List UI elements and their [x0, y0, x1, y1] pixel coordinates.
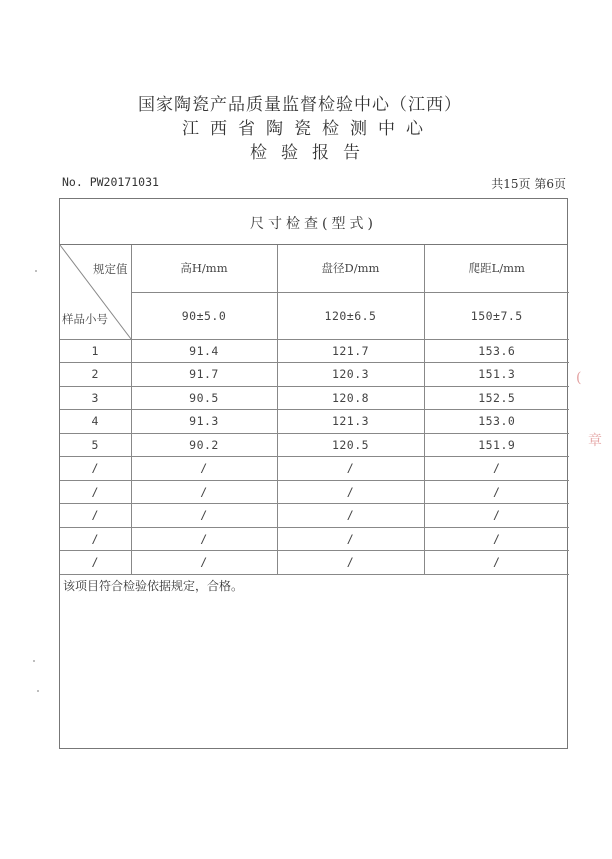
table-row: [60, 363, 569, 387]
creepage-value: 151.3: [424, 363, 569, 387]
sample-id: /: [60, 551, 131, 575]
height-value: 91.7: [131, 363, 277, 387]
creepage-value: 152.5: [424, 386, 569, 410]
diameter-value: /: [277, 527, 424, 551]
report-number: No. PW20171031: [62, 175, 159, 189]
height-value: /: [131, 551, 277, 575]
height-value: /: [131, 457, 277, 481]
height-value: 90.2: [131, 433, 277, 457]
creepage-value: 153.0: [424, 410, 569, 434]
sample-id: /: [60, 527, 131, 551]
diameter-value: /: [277, 480, 424, 504]
table-row: [60, 433, 569, 457]
report-frame: [59, 198, 568, 749]
spec-height: 90±5.0: [131, 292, 277, 339]
column-header-diameter: 盘径D/mm: [277, 245, 424, 292]
spec-diameter: 120±6.5: [277, 292, 424, 339]
sample-id: 3: [60, 386, 131, 410]
height-value: /: [131, 527, 277, 551]
creepage-value: /: [424, 457, 569, 481]
creepage-value: /: [424, 480, 569, 504]
sample-id: /: [60, 457, 131, 481]
sample-id: 4: [60, 410, 131, 434]
corner-cell: [60, 245, 131, 339]
table-row: [60, 386, 569, 410]
creepage-value: /: [424, 551, 569, 575]
scan-speck: [35, 270, 37, 272]
height-value: /: [131, 480, 277, 504]
stamp-fragment: (: [576, 370, 582, 386]
diameter-value: /: [277, 551, 424, 575]
diameter-value: 120.5: [277, 433, 424, 457]
diameter-value: 121.3: [277, 410, 424, 434]
height-value: /: [131, 504, 277, 528]
sample-id: /: [60, 504, 131, 528]
table-row: [60, 457, 569, 481]
diameter-value: 121.7: [277, 339, 424, 363]
table-row: [60, 504, 569, 528]
sample-id: 2: [60, 363, 131, 387]
table-row: [60, 410, 569, 434]
diameter-value: 120.8: [277, 386, 424, 410]
height-value: 91.3: [131, 410, 277, 434]
table-row: [60, 527, 569, 551]
creepage-value: /: [424, 504, 569, 528]
corner-label-sample: 样品小号: [62, 312, 108, 326]
conclusion-text: 该项目符合检验依据规定，合格。: [63, 579, 244, 593]
report-title-line2: 江西省陶瓷检测中心: [182, 119, 434, 139]
table-row: [60, 480, 569, 504]
column-header-creepage: 爬距L/mm: [424, 245, 569, 292]
diameter-value: 120.3: [277, 363, 424, 387]
diameter-value: /: [277, 504, 424, 528]
spec-creepage: 150±7.5: [424, 292, 569, 339]
page-count: 共15页 第6页: [491, 177, 566, 191]
stamp-fragment: 章: [588, 433, 602, 449]
corner-label-spec: 规定值: [93, 262, 128, 276]
section-title: 尺寸检查(型式): [60, 199, 567, 245]
table-row: [60, 339, 569, 363]
report-title-line3: 检验报告: [250, 143, 374, 163]
diameter-value: /: [277, 457, 424, 481]
sample-id: 5: [60, 433, 131, 457]
scan-speck: [37, 690, 39, 692]
creepage-value: /: [424, 527, 569, 551]
height-value: 91.4: [131, 339, 277, 363]
sample-id: 1: [60, 339, 131, 363]
sample-id: /: [60, 480, 131, 504]
table-header-row: [60, 245, 569, 292]
table-row: [60, 551, 569, 575]
scan-speck: [33, 660, 35, 662]
creepage-value: 151.9: [424, 433, 569, 457]
height-value: 90.5: [131, 386, 277, 410]
measurement-table: [60, 245, 567, 575]
column-header-height: 高H/mm: [131, 245, 277, 292]
report-title-line1: 国家陶瓷产品质量监督检验中心（江西）: [138, 95, 462, 115]
creepage-value: 153.6: [424, 339, 569, 363]
spec-row: [60, 292, 569, 339]
